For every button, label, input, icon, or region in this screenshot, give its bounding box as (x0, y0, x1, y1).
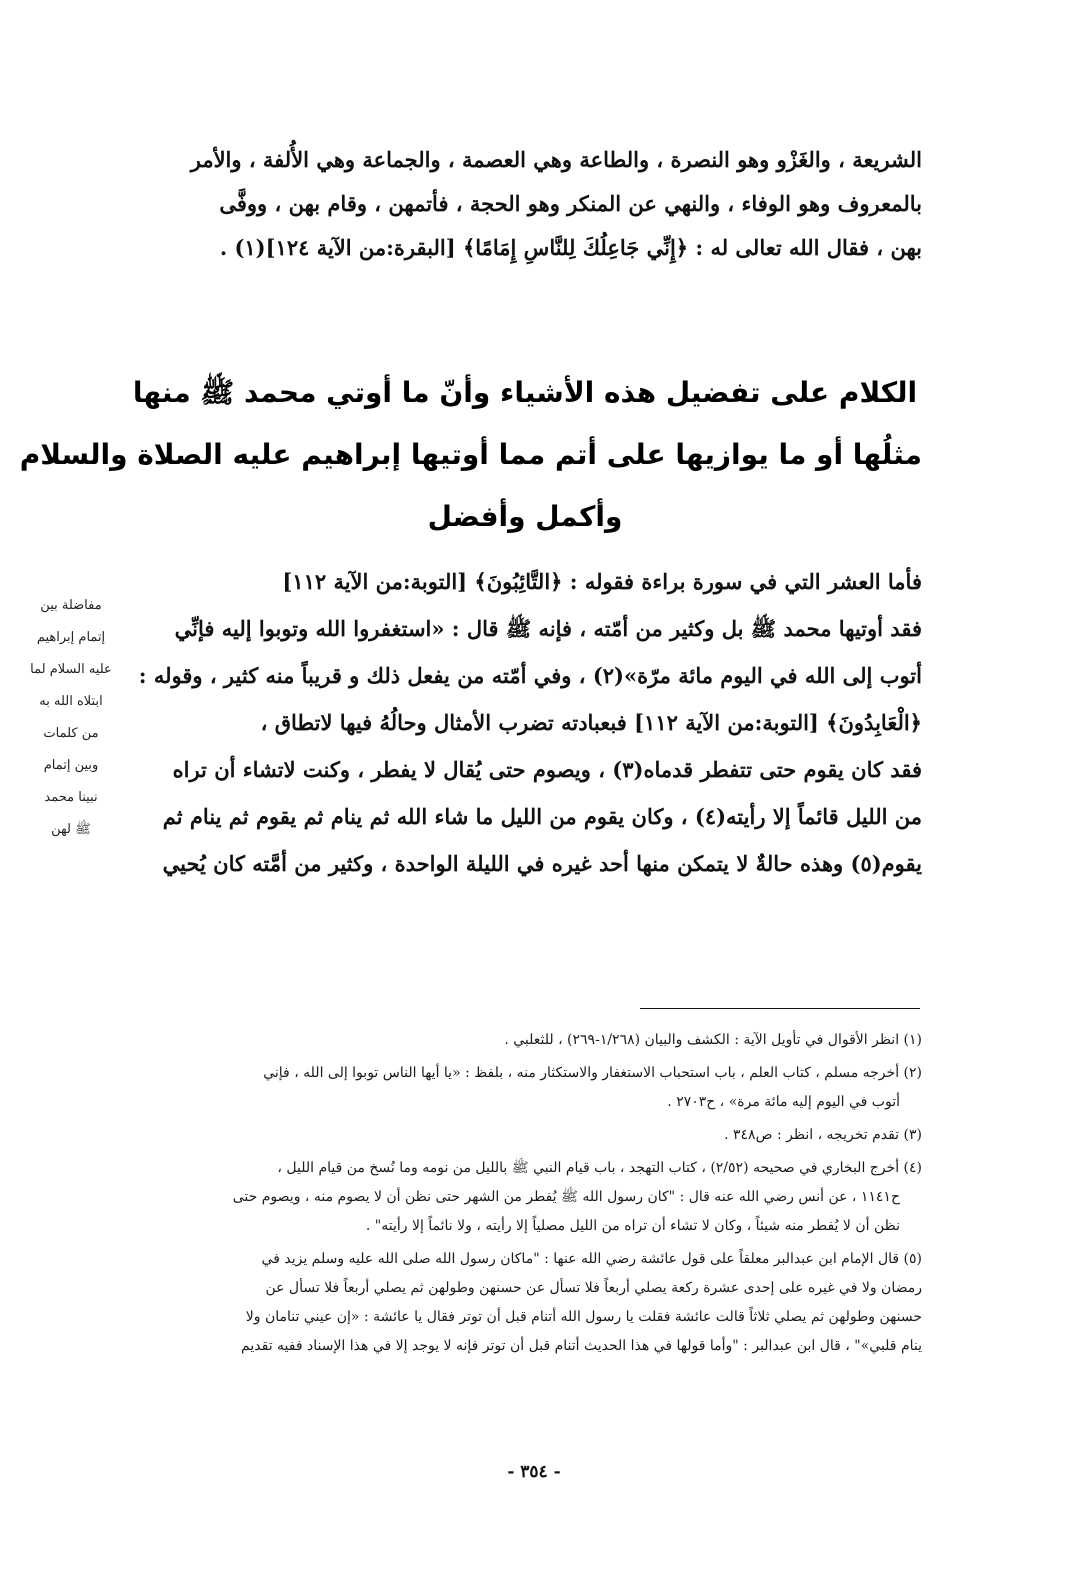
footnote-4 (128, 1154, 922, 1241)
text-line: الشريعة ، والغَزْو وهو النصرة ، والطاعة وهي العصمة ، والجماعة وهي الأُلفة ، والأمر (190, 147, 922, 172)
text-line: يقوم(٥) وهذه حالةٌ لا يتمكن منها أحد غيره في الليلة الواحدة ، وكثير من أمَّته كان يُحيي (162, 851, 922, 876)
text-line: ﴿الْعَابِدُونَ﴾ [التوبة:من الآية ١١٢] فبعبادته تضرب الأمثال وحالُهُ فيها لاتطاق ، (260, 710, 922, 735)
heading-line: مثلُها أو ما يوازيها على أتم مما أوتيها إبراهيم عليه الصلاة والسلام (19, 438, 922, 471)
heading-line: وأكمل وأفضل (427, 500, 623, 533)
top-paragraph (128, 138, 922, 270)
margin-note-line: ﷺ لهن (51, 822, 91, 837)
section-heading (19, 362, 922, 548)
footnote-line: ح١١٤١ ، عن أنس رضي الله عنه قال : "كان رسول الله ﷺ يُفطر من الشهر حتى نظن أن لا يصوم منه ، ويصوم حتى (232, 1189, 900, 1205)
footnote-line: (٥) قال الإمام ابن عبدالبر معلقاً على قول عائشة رضي الله عنها : "ماكان رسول الله صلى الله عليه وسلم يزيد في (261, 1251, 922, 1267)
footnotes (128, 1026, 922, 1361)
footnote-line: (٣) تقدم تخريجه ، انظر : ص٣٤٨ . (724, 1127, 922, 1143)
footnote-line: حسنهن وطولهن ثم يصلي ثلاثاً قالت عائشة فقلت يا رسول الله أتنام قبل أن توتر فقال يا عائشة : «إن عيني تنامان ولا (245, 1309, 922, 1325)
footnote-1 (128, 1026, 922, 1055)
margin-note-line: ابتلاه الله به (39, 694, 103, 709)
footnote-line: نظن أن لا يُفطر منه شيئاً ، وكان لا تشاء أن تراه من الليل مصلياً إلا رأيته ، ولا نائماً إلا رأيته" . (365, 1218, 900, 1234)
text-line: بهن ، فقال الله تعالى له : ﴿إِنِّي جَاعِلُكَ لِلنَّاسِ إِمَامًا﴾ [البقرة:من الآية ١٢٤](١) . (219, 235, 922, 260)
text-line: فأما العشر التي في سورة براءة فقوله : ﴿التَّائِبُونَ﴾ [التوبة:من الآية ١١٢] (282, 569, 922, 594)
footnote-line: (٤) أخرج البخاري في صحيحه (٢/٥٢) ، كتاب التهجد ، باب قيام النبي ﷺ بالليل من نومه وما نُسخ من قيام الليل ، (277, 1160, 922, 1176)
margin-note-line: وبين إتمام (43, 758, 99, 773)
text-line: فقد كان يقوم حتى تتفطر قدماه(٣) ، ويصوم حتى يُقال لا يفطر ، وكنت لاتشاء أن تراه (172, 757, 922, 782)
margin-note-line: مفاضلة بين (40, 598, 102, 613)
text-line: بالمعروف وهو الوفاء ، والنهي عن المنكر وهو الحجة ، فأتمهن ، وقام بهن ، ووفَّى (219, 191, 922, 216)
text-line: من الليل قائماً إلا رأيته(٤) ، وكان يقوم من الليل ما شاء الله ثم ينام ثم يقوم ثم ينام ثم (162, 804, 922, 829)
margin-note-line: نبينا محمد (44, 790, 98, 805)
margin-note-line: عليه السلام لما (30, 662, 112, 677)
footnote-line: (١) انظر الأقوال في تأويل الآية : الكشف والبيان (١/٢٦٨-٢٦٩) ، للثعلبي . (504, 1032, 922, 1048)
margin-note (20, 590, 122, 846)
footnote-2 (128, 1059, 922, 1117)
footnote-divider (640, 1008, 920, 1009)
footnote-line: (٢) أخرجه مسلم ، كتاب العلم ، باب استحباب الاستغفار والاستكثار منه ، بلفظ : «يا أيها الناس توبوا إلى الله ، فإني (263, 1065, 922, 1081)
footnote-line: ينام قلبي»" ، قال ابن عبدالبر : "وأما قولها في هذا الحديث أتنام قبل أن توتر فإنه لا يوجد إلا في هذا الإسناد ففيه تقديم (241, 1338, 922, 1354)
heading-line: الكلام على تفضيل هذه الأشياء وأنّ ما أوتي محمد ﷺ منها (132, 376, 918, 409)
page-number: - ٣٥٤ - (507, 1462, 561, 1482)
footnote-line: أتوب في اليوم إليه مائة مرة» ، ح٢٧٠٣ . (667, 1094, 900, 1110)
footnote-line: رمضان ولا في غيره على إحدى عشرة ركعة يصلي أربعاً فلا تسأل عن حسنهن وطولهن ثم يصلي أربعاً فلا تسأل عن (265, 1280, 922, 1296)
margin-note-line: من كلمات (43, 726, 99, 741)
footnote-5 (128, 1245, 922, 1361)
footnote-3 (128, 1121, 922, 1150)
text-line: أتوب إلى الله في اليوم مائة مرّة»(٢) ، وفي أمّته من يفعل ذلك و قريباً منه كثير ، وقوله : (138, 663, 922, 688)
body-paragraph (128, 558, 922, 887)
margin-note-line: إتمام إبراهيم (36, 630, 106, 645)
text-line: فقد أوتيها محمد ﷺ بل وكثير من أمّته ، فإنه ﷺ قال : «استغفروا الله وتوبوا إليه فإنِّي (174, 616, 922, 641)
